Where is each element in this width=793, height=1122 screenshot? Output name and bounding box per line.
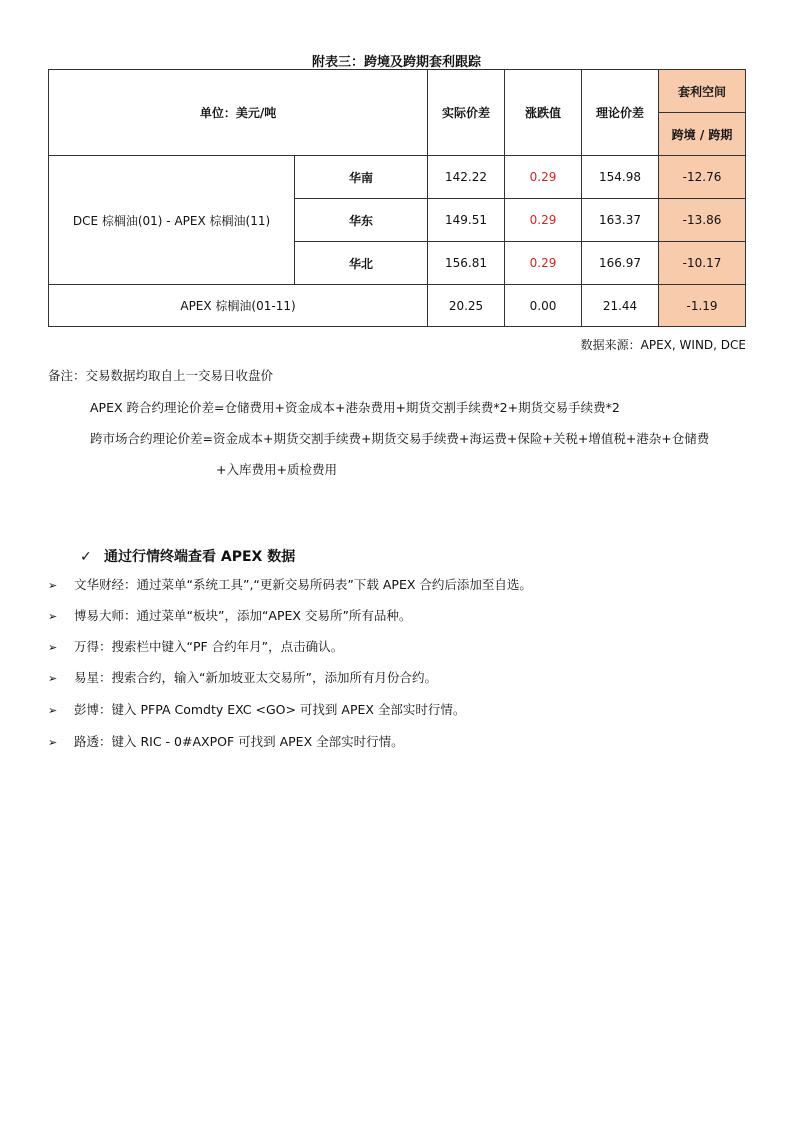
space-cell: -1.19: [659, 285, 746, 327]
list-item-text: 博易大师：通过菜单“板块”，添加“APEX 交易所”所有品种。: [74, 608, 412, 623]
theory-cell: 21.44: [582, 285, 659, 327]
bottom-label: APEX 棕榈油(01-11): [49, 285, 428, 327]
arrow-bullet-icon: ➢: [48, 672, 58, 685]
change-cell: 0.29: [505, 156, 582, 199]
actual-cell: 149.51: [428, 199, 505, 242]
list-item-text: 文华财经：通过菜单“系统工具”,“更新交易所码表”下载 APEX 合约后添加至自选。: [74, 577, 532, 592]
table-title: 附表三：跨境及跨期套利跟踪: [311, 55, 481, 70]
list-item: [48, 732, 404, 750]
unit-label: 单位：美元/吨: [49, 70, 428, 156]
group-label: DCE 棕榈油(01) - APEX 棕榈油(11): [49, 156, 295, 285]
list-item-text: 易星：搜索合约，输入“新加坡亚太交易所”，添加所有月份合约。: [74, 670, 437, 685]
actual-cell: 156.81: [428, 242, 505, 285]
change-cell: 0.29: [505, 199, 582, 242]
region-cell: 华北: [295, 242, 428, 285]
actual-cell: 20.25: [428, 285, 505, 327]
notes-line-2: 跨市场合约理论价差=资金成本+期货交割手续费+期货交易手续费+海运费+保险+关税+增值税+港杂+仓储费: [90, 431, 710, 446]
notes-line-1: APEX 跨合约理论价差=仓储费用+资金成本+港杂费用+期货交割手续费*2+期货交易手续费*2: [90, 400, 620, 415]
change-cell: 0.00: [505, 285, 582, 327]
space-cell: -12.76: [659, 156, 746, 199]
notes-line-3: +入库费用+质检费用: [216, 462, 337, 477]
arbitrage-table: [48, 69, 746, 327]
header-theory: 理论价差: [582, 70, 659, 156]
region-cell: 华南: [295, 156, 428, 199]
theory-cell: 166.97: [582, 242, 659, 285]
notes-label: 备注：交易数据均取自上一交易日收盘价: [48, 368, 274, 383]
header-space-sub: 跨境 / 跨期: [659, 113, 746, 156]
header-change: 涨跌值: [505, 70, 582, 156]
table-row: [49, 285, 746, 327]
list-item-text: 彭博：键入 PFPA Comdty EXC <GO> 可找到 APEX 全部实时行情。: [74, 702, 466, 717]
arrow-bullet-icon: ➢: [48, 610, 58, 623]
list-item: [48, 668, 437, 686]
actual-cell: 142.22: [428, 156, 505, 199]
space-cell: -10.17: [659, 242, 746, 285]
table-row: [49, 156, 746, 199]
data-source: 数据来源：APEX, WIND, DCE: [580, 338, 746, 352]
list-item-text: 万得：搜索栏中键入“PF 合约年月”，点击确认。: [74, 639, 344, 654]
arrow-bullet-icon: ➢: [48, 704, 58, 717]
section-title: 通过行情终端查看 APEX 数据: [104, 549, 296, 565]
list-item: [48, 575, 532, 593]
theory-cell: 163.37: [582, 199, 659, 242]
header-space: 套利空间: [659, 70, 746, 113]
space-cell: -13.86: [659, 199, 746, 242]
list-item: [48, 606, 411, 624]
arrow-bullet-icon: ➢: [48, 736, 58, 749]
theory-cell: 154.98: [582, 156, 659, 199]
header-actual: 实际价差: [428, 70, 505, 156]
check-icon: ✓: [80, 549, 92, 565]
arrow-bullet-icon: ➢: [48, 579, 58, 592]
arrow-bullet-icon: ➢: [48, 641, 58, 654]
list-item: [48, 700, 465, 718]
list-item-text: 路透：键入 RIC - 0#AXPOF 可找到 APEX 全部实时行情。: [74, 734, 404, 749]
change-cell: 0.29: [505, 242, 582, 285]
section-heading: [80, 546, 295, 566]
list-item: [48, 637, 343, 655]
region-cell: 华东: [295, 199, 428, 242]
